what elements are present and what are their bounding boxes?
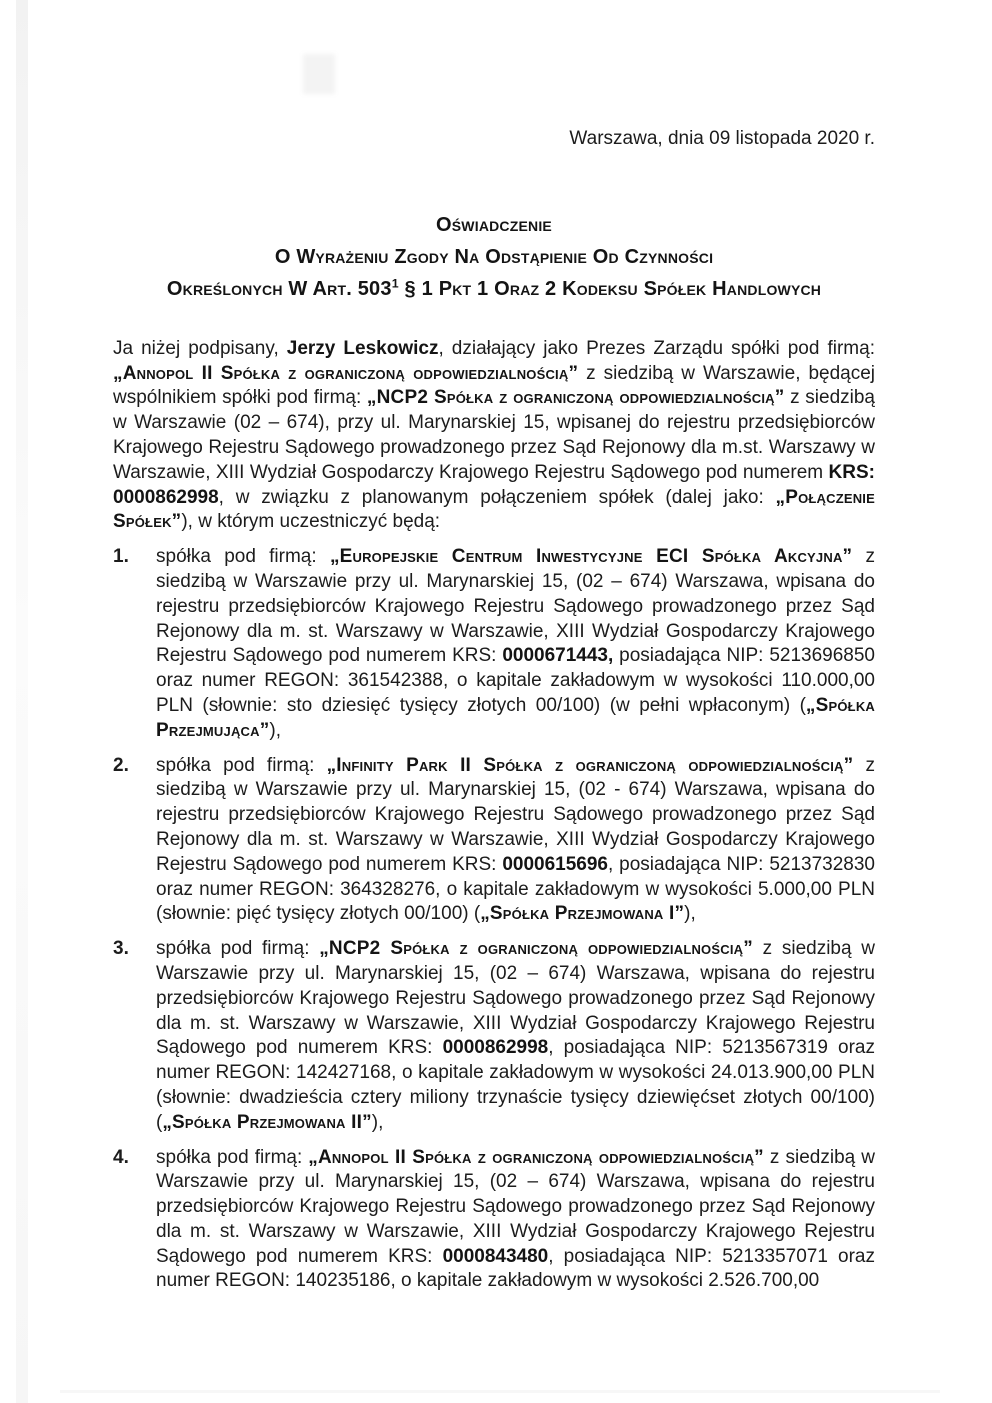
numbered-list-item (113, 754, 875, 928)
bold-text: 0000843480 (442, 1245, 549, 1267)
text-run: ), (269, 719, 282, 741)
text-run: z siedzibą w Warszawie, będącej wspólnikiem spółki pod firmą: (113, 362, 876, 409)
emphasized-name-text: „Spółka Przejmująca” (156, 694, 875, 741)
list-item-text (156, 545, 875, 743)
list-item-text (156, 754, 875, 928)
numbered-list-item (113, 937, 875, 1135)
list-item-number: 1. (113, 546, 129, 568)
text-run: ), (371, 1111, 384, 1133)
emphasized-name-text: Oświadczenie (436, 213, 552, 236)
text-run: ), (684, 903, 696, 925)
emphasized-name-text: Określonych W Art. 503 (166, 277, 392, 300)
emphasized-name-text: 1 (391, 276, 399, 291)
text-run: ), w którym uczestniczyć będą: (181, 511, 441, 533)
list-item-number: 2. (113, 754, 129, 776)
list-item-text (156, 1146, 875, 1295)
emphasized-name-text: „Infinity Park II Spółka z ograniczoną odpowiedzialnością” (326, 754, 854, 776)
emphasized-name-text: „Spółka Przejmowana I” (480, 903, 685, 925)
scan-artifact-bottom-streak (60, 1390, 940, 1393)
bold-text: Jerzy Leskowicz (286, 337, 439, 359)
emphasized-name-text: „Annopol II Spółka z ograniczoną odpowiedzialnością” (308, 1146, 764, 1168)
numbered-list-item (113, 545, 875, 743)
bold-text: 0000671443, (502, 645, 614, 667)
list-item-text (156, 937, 875, 1135)
title-line (113, 273, 875, 305)
text-run: spółka pod firmą: (156, 1146, 309, 1168)
text-run: , posiadająca NIP: 5213732830 oraz numer REGON: 364328276, o kapitale zakładowym w wysokości 5.000,00 PLN (słownie: pięć tysięcy złotych 00/100) ( (156, 853, 875, 925)
emphasized-name-text: „Europejskie Centrum Inwestycyjne ECI Spółka Akcyjna” (329, 546, 853, 568)
text-run: z siedzibą w Warszawie przy ul. Marynarskiej 15, (02 - 674) Warszawa, wpisana do rejestru przedsiębiorców Krajowego Rejestru Sądowego prowadzonego przez Sąd Rejonowy dla m. st. Warszawy w Warszawie, XIII Wydział Gospodarczy Krajowego Rejestru Sądowego pod numerem KRS: (156, 754, 875, 875)
text-run: spółka pod firmą: (156, 938, 320, 960)
text-run: z siedzibą w Warszawie (02 – 674), przy ul. Marynarskiej 15, wpisanej do rejestru przedsiębiorców Krajowego Rejestru Sądowego prowadzonego przez Sąd Rejonowy dla m.st. Warszawy w Warszawie, XIII Wydział Gospodarczy Krajowego Rejestru Sądowego pod numerem (113, 387, 875, 483)
text-run: spółka pod firmą: (156, 546, 330, 568)
bold-text: 0000862998 (442, 1037, 549, 1059)
paragraph (113, 337, 875, 535)
text-run: z siedzibą w Warszawie przy ul. Marynarskiej 15, (02 – 674) Warszawa, wpisana do rejestru przedsiębiorców Krajowego Rejestru Sądowego prowadzonego przez Sąd Rejonowy dla m. st. Warszawy w Warszawie, XIII Wydział Gospodarczy Krajowego Rejestru Sądowego pod numerem KRS: (156, 1146, 875, 1267)
numbered-list-item (113, 1146, 875, 1295)
bold-text: KRS: 0000862998 (113, 461, 875, 508)
date-line: Warszawa, dnia 09 listopada 2020 r. (569, 128, 875, 149)
emphasized-name-text: „Połączenie Spółek” (113, 486, 875, 533)
list-item-number: 4. (113, 1146, 129, 1168)
list-item-number: 3. (113, 938, 129, 960)
emphasized-name-text: O Wyrażeniu Zgody Na Odstąpienie Od Czynności (274, 245, 714, 268)
document-body (113, 337, 875, 1294)
emphasized-name-text: § 1 Pkt 1 Oraz 2 Kodeksu Spółek Handlowych (398, 277, 822, 300)
text-run: , posiadająca NIP: 5213567319 oraz numer REGON: 142427168, o kapitale zakładowym w wysokości 24.013.900,00 PLN (słownie: dwadzieścia cztery miliony trzynaście tysięcy dziewięćset złotych 00/100) ( (156, 1037, 875, 1133)
text-run: , w związku z planowanym połączeniem spółek (dalej jako: (218, 486, 776, 508)
emphasized-name-text: „NCP2 Spółka z ograniczoną odpowiedzialnością” (319, 938, 753, 960)
document-title (113, 209, 875, 305)
emphasized-name-text: „Annopol II Spółka z ograniczoną odpowiedzialnością” (113, 362, 579, 384)
text-run: , posiadająca NIP: 5213357071 oraz numer REGON: 140235186, o kapitale zakładowym w wysokości 2.526.700,00 (156, 1245, 875, 1292)
text-run: z siedzibą w Warszawie przy ul. Marynarskiej 15, (02 – 674) Warszawa, wpisana do rejestru przedsiębiorców Krajowego Rejestru Sądowego prowadzonego przez Sąd Rejonowy dla m. st. Warszawy w Warszawie, XIII Wydział Gospodarczy Krajowego Rejestru Sądowego pod numerem KRS: (156, 546, 876, 667)
bold-text: 0000615696 (502, 853, 608, 875)
text-run: posiadająca NIP: 5213696850 oraz numer REGON: 361542388, o kapitale zakładowym w wysokości 110.000,00 PLN (słownie: sto dziesięć tysięcy złotych 00/100) (w pełni wpłaconym) ( (156, 645, 876, 716)
text-run: Ja niżej podpisany, (113, 337, 287, 359)
title-line (113, 241, 875, 273)
emphasized-name-text: „NCP2 Spółka z ograniczoną odpowiedzialnością” (366, 387, 785, 409)
text-run: spółka pod firmą: (156, 754, 327, 776)
text-run: , działający jako Prezes Zarządu spółki pod firmą: (438, 337, 875, 359)
emphasized-name-text: „Spółka Przejmowana II” (162, 1111, 372, 1133)
title-line (113, 209, 875, 241)
text-run: z siedzibą w Warszawie przy ul. Marynarskiej 15, (02 – 674) Warszawa, wpisana do rejestru przedsiębiorców Krajowego Rejestru Sądowego prowadzonego przez Sąd Rejonowy dla m. st. Warszawy w Warszawie, XIII Wydział Gospodarczy Krajowego Rejestru Sądowego pod numerem KRS: (156, 938, 875, 1059)
